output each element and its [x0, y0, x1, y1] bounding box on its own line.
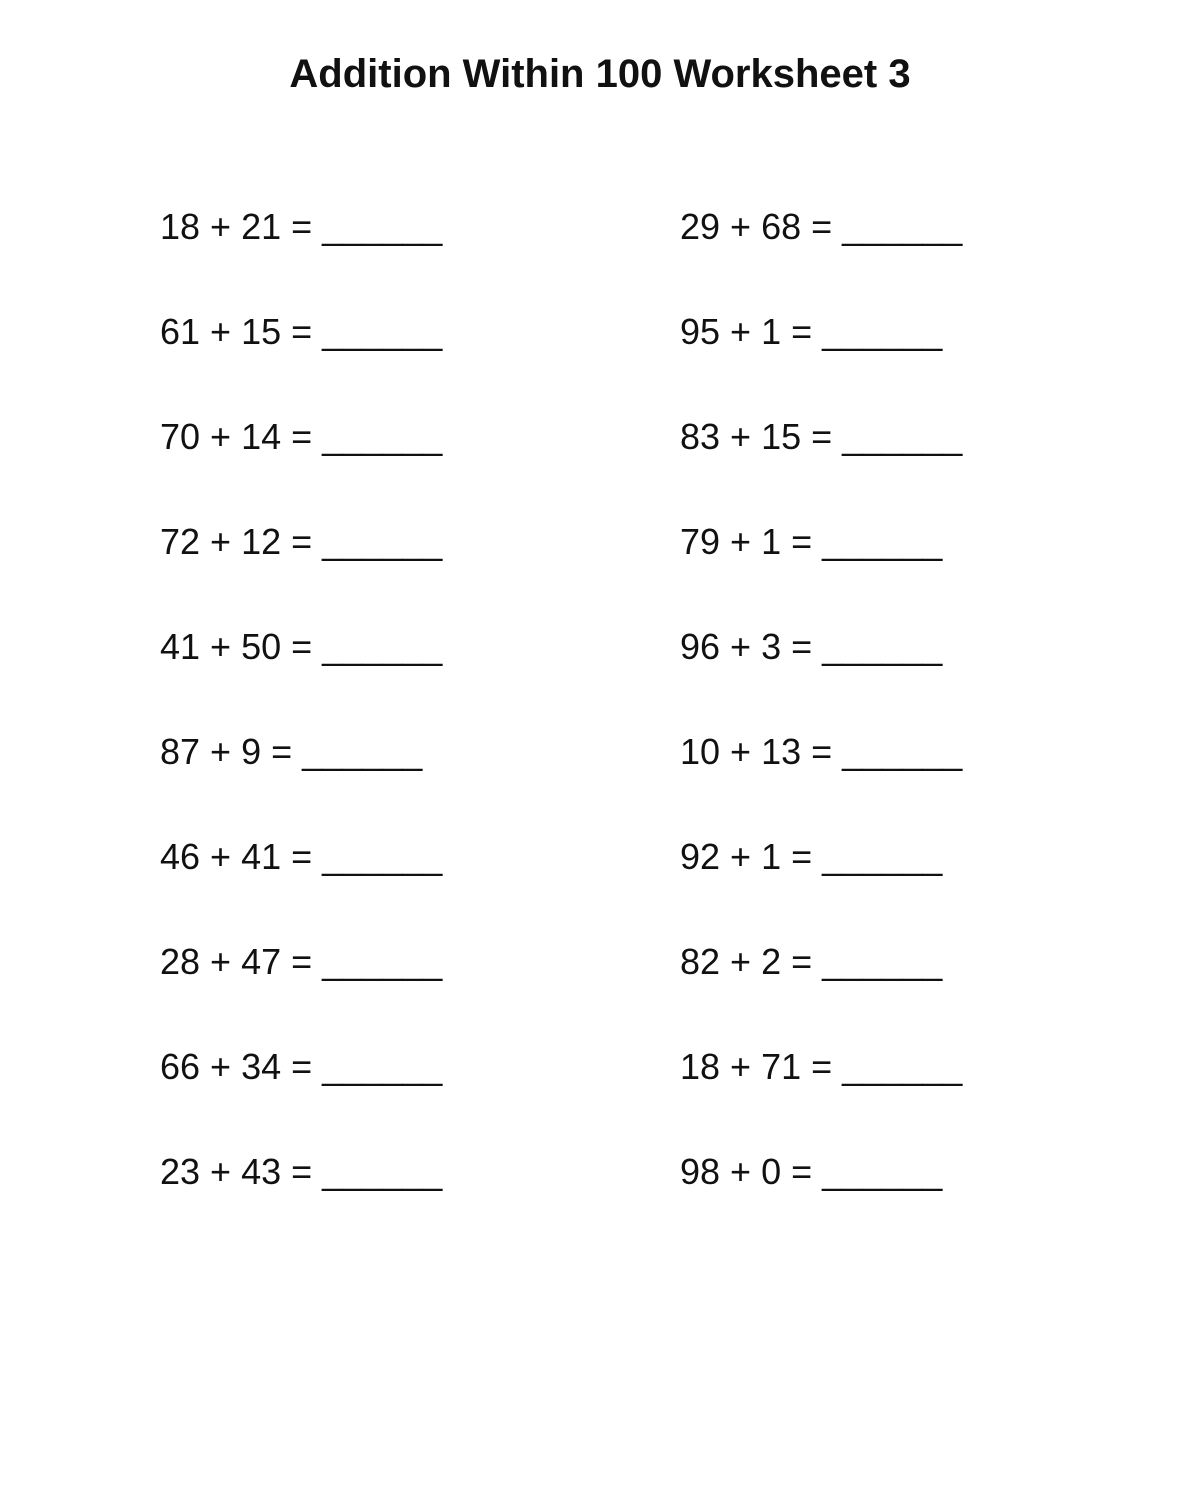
- worksheet-title: Addition Within 100 Worksheet 3: [289, 52, 911, 96]
- problem-item: 96 + 3 = ______: [680, 626, 943, 667]
- problem-item: 92 + 1 = ______: [680, 836, 943, 877]
- problem-item: 41 + 50 = ______: [160, 626, 443, 667]
- problem-item: 18 + 71 = ______: [680, 1046, 963, 1087]
- problem-grid: [160, 203, 1060, 1253]
- problem-item: 72 + 12 = ______: [160, 521, 443, 562]
- problem-item: 83 + 15 = ______: [680, 416, 963, 457]
- problem-item: 66 + 34 = ______: [160, 1046, 443, 1087]
- problem-item: 87 + 9 = ______: [160, 731, 423, 772]
- problem-item: 70 + 14 = ______: [160, 416, 443, 457]
- problem-item: 95 + 1 = ______: [680, 311, 943, 352]
- problem-item: 61 + 15 = ______: [160, 311, 443, 352]
- problem-item: 10 + 13 = ______: [680, 731, 963, 772]
- problem-item: 29 + 68 = ______: [680, 206, 963, 247]
- problem-item: 82 + 2 = ______: [680, 941, 943, 982]
- problem-item: 18 + 21 = ______: [160, 206, 443, 247]
- problem-item: 28 + 47 = ______: [160, 941, 443, 982]
- problem-item: 98 + 0 = ______: [680, 1151, 943, 1192]
- problem-item: 23 + 43 = ______: [160, 1151, 443, 1192]
- problem-item: 46 + 41 = ______: [160, 836, 443, 877]
- problem-item: 79 + 1 = ______: [680, 521, 943, 562]
